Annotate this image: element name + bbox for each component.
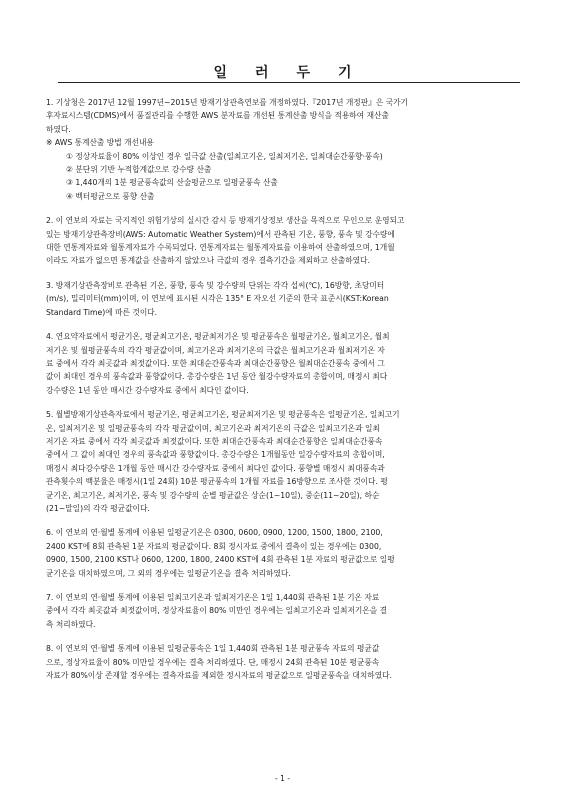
- paragraph-8: [46, 642, 520, 682]
- paragraph-2: [46, 214, 520, 268]
- paragraph-line: 있는 방재기상관측장비(AWS: Automatic Weather System)에서 관측된 기온, 풍향, 풍속 및 강수량에: [46, 229, 395, 239]
- paragraph-line: 대한 연통계자료와 월통계자료가 수록되었다. 연통계자료는 월통계자료를 이용하여 산출하였으며, 1개월: [46, 243, 395, 253]
- title-char: 러: [254, 65, 269, 81]
- paragraph-line: 온, 일최저기온 및 일평균풍속의 각각 평균값이며, 최고기온과 최저기온의 극값은 일최고기온과 일최: [46, 423, 380, 433]
- paragraph-line: 7. 이 연보의 연·월별 통계에 이용된 일최고기온과 일최저기온은 1일 1,440회 관측된 1분 기온 자료: [46, 593, 380, 602]
- paragraph-3: [46, 279, 520, 319]
- paragraph-line: 2400 KST에 8회 관측된 1분 자료의 평균값이다. 8회 정시자료 중에서 결측이 있는 경우에는 0300,: [46, 541, 382, 551]
- title-char: 두: [296, 65, 311, 81]
- paragraph-line: Standard Time)에 따른 것이다.: [46, 307, 158, 317]
- paragraph-5: [46, 408, 520, 515]
- paragraph-line: 중에서 각각 최곳값과 최젓값이며, 정상자료율이 80% 미만인 경우에는 일최고기온과 일최저기온을 결: [46, 606, 388, 616]
- note-header: ※ AWS 통계산출 방법 개선내용: [46, 138, 154, 148]
- note-item: ② 분단위 기반 누적합계값으로 강수량 산출: [66, 165, 212, 175]
- paragraph-line: 1. 기상청은 2017년 12월 1997년~2015년 방재기상관측연보를 개정하였다.『2017년 개정판』은 국가기: [46, 98, 408, 107]
- paragraph-line: 4. 연요약자료에서 평균기온, 평균최고기온, 평균최저기온 및 평균풍속은 월평균기온, 월최고기온, 월최: [46, 332, 390, 342]
- paragraph-line: 중에서 그 값이 최대인 경우의 풍속값과 풍향값이다. 총강수량은 1개월동안 일강수량자료의 총합이며,: [46, 450, 385, 460]
- note-item: ③ 1,440개의 1분 평균풍속값의 산술평균으로 일평균풍속 산출: [66, 178, 278, 188]
- title-underline: [58, 82, 520, 83]
- paragraph-line: 으로, 정상자료율이 80% 미만일 경우에는 결측 처리하였다. 단, 매정시 24회 관측된 10분 평균풍속: [46, 657, 380, 667]
- paragraph-line: (m/s), 밀리미터(mm)이며, 이 연보에 표시된 시각은 135° E 자오선 기준의 한국 표준시(KST:Korean: [46, 294, 389, 304]
- paragraph-line: 8. 이 연보의 연·월별 통계에 이용된 일평균풍속은 1일 1,440회 관측된 1분 평균풍속 자료의 평균값: [46, 644, 380, 654]
- paragraph-4: [46, 330, 520, 397]
- paragraph-line: 후자료시스템(CDMS)에서 품질관리를 수행한 AWS 분자료를 개선된 통계산출 방식을 적용하여 재산출: [46, 111, 389, 121]
- paragraph-1: [46, 96, 520, 203]
- paragraph-line: 료 중에서 각각 최곳값과 최젓값이다. 또한 최대순간풍속과 최대순간풍향은 월최대순간풍속 중에서 그: [46, 358, 385, 368]
- improvement-note: [46, 136, 520, 203]
- paragraph-line: 6. 이 연보의 연·월별 통계에 이용된 일평균기온은 0300, 0600, 0900, 1200, 1500, 1800, 2100,: [46, 528, 383, 538]
- paragraph-line: 강수량은 1년 동안 매시간 강수량자료 중에서 최다인 값이다.: [46, 385, 249, 395]
- page-title: [0, 62, 565, 82]
- paragraph-line: 값이 최대인 경우의 풍속값과 풍향값이다. 총강수량은 1년 동안 월강수량자료의 총합이며, 매정시 최다: [46, 372, 388, 382]
- paragraph-line: 0900, 1500, 2100 KST나 0600, 1200, 1800, 2400 KST에 4회 관측된 1분 자료의 평균값으로 일평: [46, 555, 395, 565]
- paragraph-line: 이라도 자료가 없으면 통계값을 산출하지 않았으나 극값의 경우 결측기간을 제외하고 산출하였다.: [46, 256, 370, 266]
- paragraph-line: 자료가 80%이상 존재할 경우에는 결측자료를 제외한 정시자료의 평균값으로 일평균풍속을 대치하였다.: [46, 671, 392, 681]
- document-body: [46, 96, 520, 682]
- note-item: ① 정상자료율이 80% 이상인 경우 일극값 산출(일최고기온, 일최저기온, 일최대순간풍향·풍속): [66, 151, 383, 161]
- paragraph-7: [46, 591, 520, 631]
- paragraph-line: 관측횟수의 백분율은 매정시(1일 24회) 10분 평균풍속의 1개월 자료를 16방향으로 조사한 것이다. 평: [46, 477, 388, 487]
- paragraph-line: 저기온 및 월평균풍속의 각각 평균값이며, 최고기온과 최저기온의 극값은 월최고기온과 월최저기온 자: [46, 345, 385, 355]
- paragraph-line: 측 처리하였다.: [46, 619, 96, 629]
- paragraph-line: 균기온, 최고기온, 최저기온, 풍속 및 강수량의 순별 평균값은 상순(1~10일), 중순(11~20일), 하순: [46, 490, 380, 500]
- paragraph-line: 하였다.: [46, 124, 71, 134]
- note-item: ④ 벡터평균으로 풍향 산출: [66, 191, 155, 201]
- paragraph-line: 2. 이 연보의 자료는 국지적인 위험기상의 실시간 감시 등 방재기상정보 생산을 목적으로 무인으로 운영되고: [46, 216, 405, 226]
- title-char: 일: [213, 65, 227, 81]
- paragraph-6: [46, 526, 520, 580]
- title-char: 기: [338, 65, 352, 81]
- paragraph-line: (21~말일)의 각각 평균값이다.: [46, 503, 150, 513]
- paragraph-line: 균기온을 대치하였으며, 그 외의 경우에는 일평균기온을 결측 처리하였다.: [46, 568, 291, 578]
- paragraph-line: 매정시 최다강수량은 1개월 동안 매시간 강수량자료 중에서 최다인 값이다. 풍향별 매정시 최대풍속과: [46, 463, 385, 473]
- paragraph-line: 5. 월별방재기상관측자료에서 평균기온, 평균최고기온, 평균최저기온 및 평균풍속은 일평균기온, 일최고기: [46, 410, 400, 420]
- page-number: - 1 -: [275, 774, 290, 783]
- paragraph-line: 3. 방재기상관측장비로 관측된 기온, 풍향, 풍속 및 강수량의 단위는 각각 섭씨(℃), 16방향, 초당미터: [46, 280, 385, 290]
- paragraph-line: 저기온 자료 중에서 각각 최곳값과 최젓값이다. 또한 최대순간풍속과 최대순간풍향은 일최대순간풍속: [46, 436, 383, 446]
